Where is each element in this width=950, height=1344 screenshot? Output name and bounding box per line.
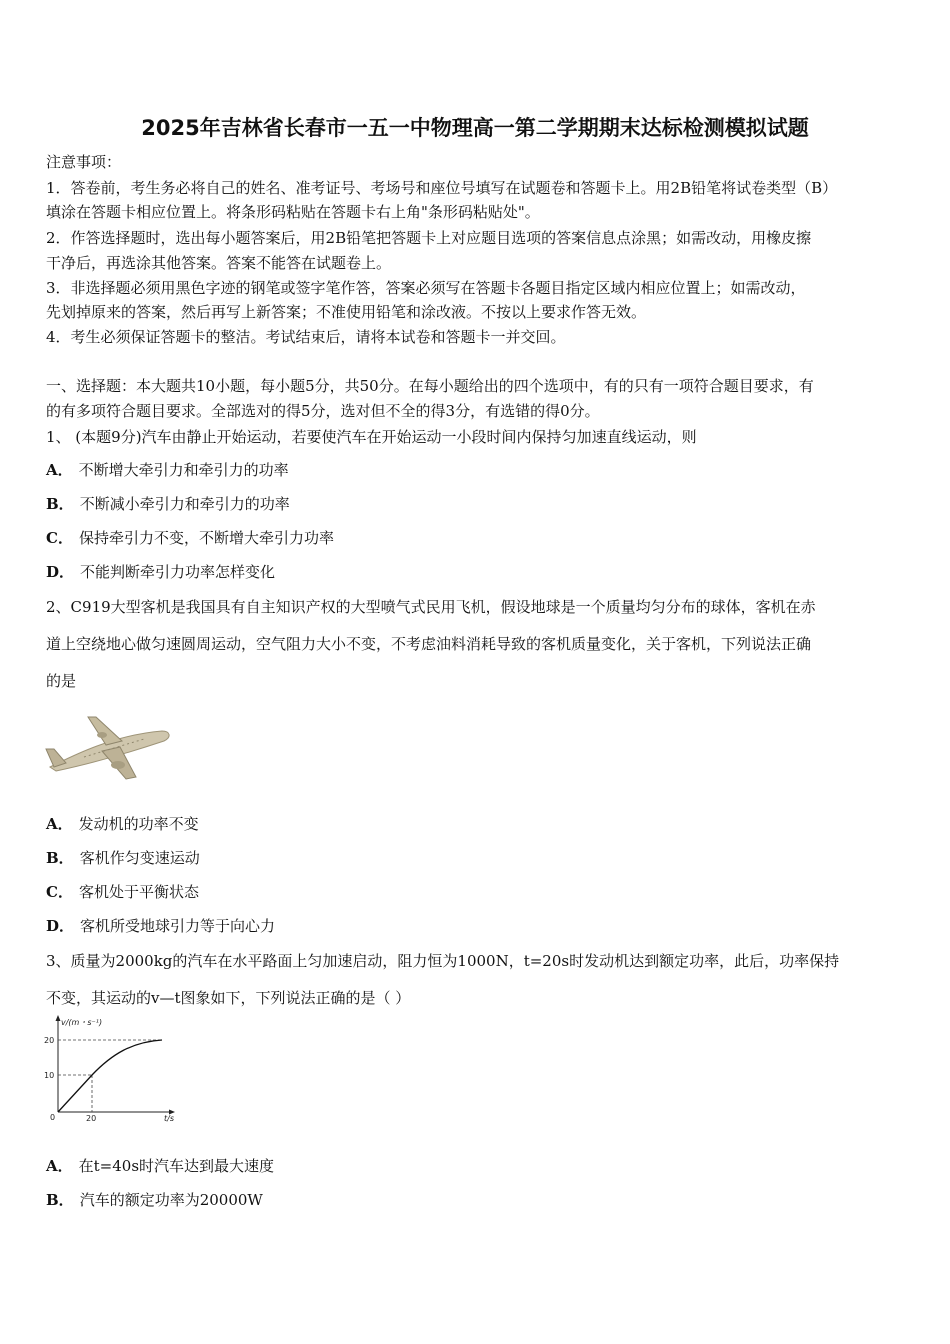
option-text: 不断增大牵引力和牵引力的功率 (78, 461, 289, 479)
notice-line: 2．作答选择题时，选出每小题答案后，用2B铅笔把答题卡上对应题目选项的答案信息点涂黑；如需改动，用橡皮擦 (46, 229, 812, 247)
option-text: 客机所受地球引力等于向心力 (80, 917, 276, 935)
q3-stem: 3、质量为2000kg的汽车在水平路面上匀加速启动，阻力恒为1000N，t=20s时发动机达到额定功率，此后，功率保持 (46, 952, 840, 970)
option-text: 不断减小牵引力和牵引力的功率 (79, 495, 290, 513)
q1-option-d (46, 562, 275, 582)
option-text: 汽车的额定功率为20000W (79, 1191, 263, 1209)
option-letter: D． (46, 917, 75, 935)
option-letter: B． (46, 1191, 74, 1209)
q3-option-a (46, 1156, 274, 1176)
notice-heading: 注意事项： (46, 153, 122, 171)
velocity-curve (58, 1040, 162, 1112)
notice-line: 3．非选择题必须用黑色字迹的钢笔或签字笔作答，答案必须写在答题卡各题目指定区域内相应位置上；如需改动， (46, 279, 806, 297)
q3-stem: 不变，其运动的v—t图象如下，下列说法正确的是（ ） (46, 989, 411, 1007)
origin-label: 0 (50, 1113, 56, 1122)
notice-line: 4．考生必须保证答题卡的整洁。考试结束后，请将本试卷和答题卡一并交回。 (46, 328, 566, 346)
notice-line: 先划掉原来的答案，然后再写上新答案；不准使用铅笔和涂改液。不按以上要求作答无效。 (46, 303, 647, 321)
option-text: 不能判断牵引力功率怎样变化 (80, 563, 276, 581)
q2-option-d (46, 916, 275, 936)
option-letter: A． (46, 461, 73, 479)
section-intro: 一、选择题：本大题共10小题，每小题5分，共50分。在每小题给出的四个选项中，有的只有一项符合题目要求，有 (46, 377, 814, 395)
q2-stem: 道上空绕地心做匀速圆周运动，空气阻力大小不变，不考虑油料消耗导致的客机质量变化，关于客机，下列说法正确 (46, 635, 812, 653)
q1-stem: 1、 (本题9分)汽车由静止开始运动，若要使汽车在开始运动一小段时间内保持匀加速直线运动，则 (46, 428, 697, 446)
q1-option-c (46, 528, 334, 548)
page-title: 2025年吉林省长春市一五一中物理高一第二学期期末达标检测模拟试题 (141, 116, 809, 140)
x-axis-label: t/s (164, 1114, 174, 1123)
y-axis-arrow (56, 1015, 61, 1021)
option-letter: D． (46, 563, 75, 581)
vt-graph-svg (40, 1012, 180, 1124)
y-tick-label: 10 (44, 1071, 55, 1080)
option-letter: C． (46, 883, 73, 901)
q1-option-a (46, 460, 289, 480)
q1-option-b (46, 494, 290, 514)
q2-stem: 的是 (46, 672, 77, 690)
notice-line: 干净后，再选涂其他答案。答案不能答在试题卷上。 (46, 254, 392, 272)
airplane-image (44, 705, 174, 785)
q2-stem: 2、C919大型客机是我国具有自主知识产权的大型喷气式民用飞机，假设地球是一个质量均匀分布的球体，客机在赤 (46, 598, 816, 616)
option-text: 保持牵引力不变，不断增大牵引力功率 (78, 529, 334, 547)
option-letter: A． (46, 815, 73, 833)
option-letter: B． (46, 495, 74, 513)
vt-graph (40, 1012, 180, 1124)
y-tick-label: 20 (44, 1036, 55, 1045)
option-text: 发动机的功率不变 (78, 815, 199, 833)
section-intro: 的有多项符合题目要求。全部选对的得5分，选对但不全的得3分，有选错的得0分。 (46, 402, 600, 420)
q2-option-a (46, 814, 199, 834)
q2-option-b (46, 848, 200, 868)
option-letter: C． (46, 529, 73, 547)
y-axis-label: v/(m・s⁻¹) (61, 1018, 103, 1027)
x-tick-label: 20 (86, 1114, 97, 1123)
option-text: 客机作匀变速运动 (79, 849, 200, 867)
option-letter: B． (46, 849, 74, 867)
q3-option-b (46, 1190, 263, 1210)
q2-option-c (46, 882, 199, 902)
notice-line: 1．答卷前，考生务必将自己的姓名、准考证号、考场号和座位号填写在试题卷和答题卡上。用2B铅笔将试卷类型（B） (46, 179, 838, 197)
airplane-icon (44, 705, 174, 785)
option-letter: A． (46, 1157, 73, 1175)
notice-line: 填涂在答题卡相应位置上。将条形码粘贴在答题卡右上角"条形码粘贴处"。 (46, 203, 540, 221)
option-text: 在t=40s时汽车达到最大速度 (78, 1157, 275, 1175)
option-text: 客机处于平衡状态 (78, 883, 199, 901)
